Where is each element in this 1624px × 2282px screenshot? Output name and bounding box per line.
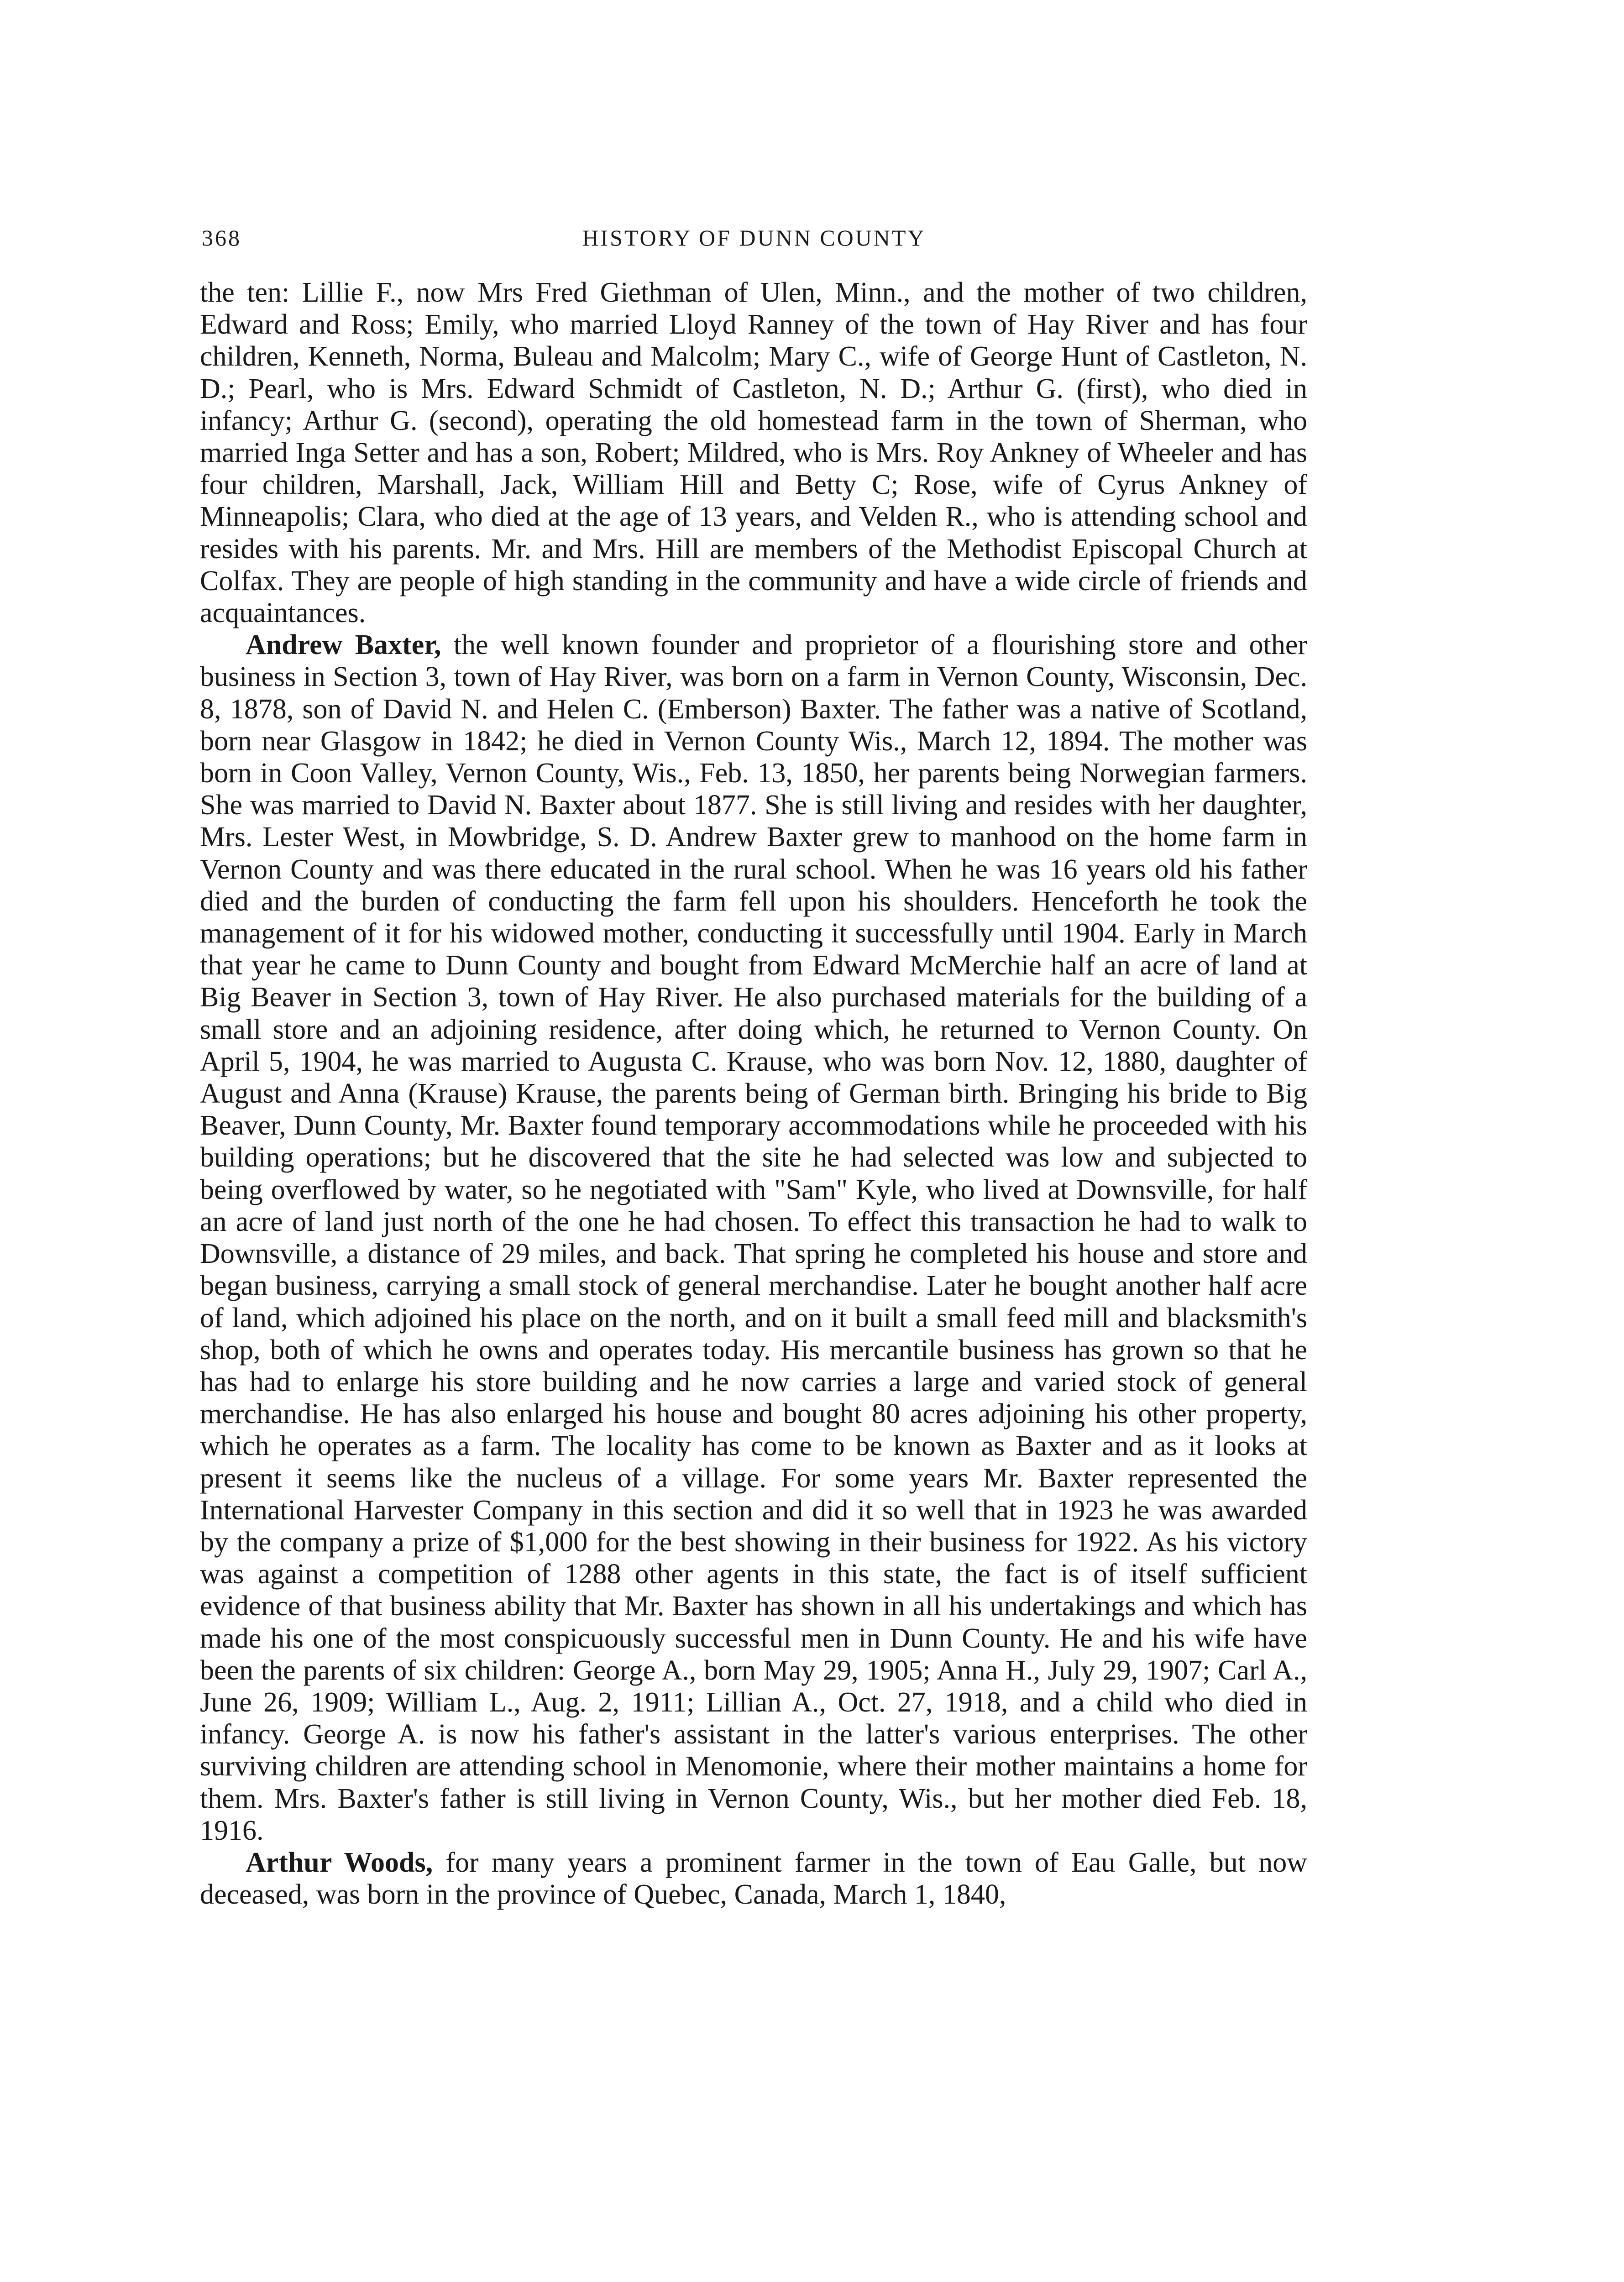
paragraph-text: the ten: Lillie F., now Mrs Fred Giethman of Ulen, Minn., and the mother of two children, Edward and Ross; Emily, who married Lloyd Ranney of the town of Hay River and has four children, Kenneth, Norma, Buleau and Malcolm; Mary C., wife of George Hunt of Castleton, N. D.; Pearl, who is Mrs. Edward Schmidt of Castleton, N. D.; Arthur G. (first), who died in infancy; Arthur G. (second), operating the old homestead farm in the town of Sherman, who married Inga Setter and has a son, Robert; Mildred, who is Mrs. Roy Ankney of Wheeler and has four children, Marshall, Jack, William Hill and Betty C; Rose, wife of Cyrus Ankney of Minneapolis; Clara, who died at the age of 13 years, and Velden R., who is attending school and resides with his parents. Mr. and Mrs. Hill are members of the Methodist Episcopal Church at Colfax. They are people of high standing in the community and have a wide circle of friends and acquaintances.	[200, 277, 1307, 629]
entry-name: Andrew Baxter,	[246, 629, 441, 661]
running-title: HISTORY OF DUNN COUNTY	[582, 225, 926, 251]
paragraph-andrew-baxter	[200, 629, 1307, 1847]
paragraph-arthur-woods	[200, 1847, 1307, 1910]
paragraph-text: for many years a prominent farmer in the town of Eau Galle, but now deceased, was born in the province of Quebec, Canada, March 1, 1840,	[200, 1847, 1307, 1910]
entry-name: Arthur Woods,	[246, 1847, 433, 1878]
page-number: 368	[202, 225, 241, 251]
paragraph-text: the well known founder and proprietor of a flourishing store and other business in Section 3, town of Hay River, was born on a farm in Vernon County, Wisconsin, Dec. 8, 1878, son of David N. and Helen C. (Emberson) Baxter. The father was a native of Scotland, born near Glasgow in 1842; he died in Vernon County Wis., March 12, 1894. The mother was born in Coon Valley, Vernon County, Wis., Feb. 13, 1850, her parents being Norwegian farmers. She was married to David N. Baxter about 1877. She is still living and resides with her daughter, Mrs. Lester West, in Mowbridge, S. D. Andrew Baxter grew to manhood on the home farm in Vernon County and was there educated in the rural school. When he was 16 years old his father died and the burden of conducting the farm fell upon his shoulders. Henceforth he took the management of it for his widowed mother, conducting it successfully until 1904. Early in March that year he came to Dunn County and bought from Edward McMerchie half an acre of land at Big Beaver in Section 3, town of Hay River. He also purchased materials for the building of a small store and an adjoining residence, after doing which, he returned to Vernon County. On April 5, 1904, he was married to Augusta C. Krause, who was born Nov. 12, 1880, daughter of August and Anna (Krause) Krause, the parents being of German birth. Bringing his bride to Big Beaver, Dunn County, Mr. Baxter found temporary accommodations while he proceeded with his building operations; but he discovered that the site he had selected was low and subjected to being overflowed by water, so he negotiated with "Sam" Kyle, who lived at Downsville, for half an acre of land just north of the one he had chosen. To effect this transaction he had to walk to Downsville, a distance of 29 miles, and back. That spring he completed his house and store and began business, carrying a small stock of general merchandise. Later he bought another half acre of land, which adjoined his place on the north, and on it built a small feed mill and blacksmith's shop, both of which he owns and operates today. His mercantile business has grown so that he has had to enlarge his store building and he now carries a large and varied stock of general merchandise. He has also enlarged his house and bought 80 acres adjoining his other property, which he operates as a farm. The locality has come to be known as Baxter and as it looks at present it seems like the nucleus of a village. For some years Mr. Baxter represented the International Harvester Company in this section and did it so well that in 1923 he was awarded by the company a prize of $1,000 for the best showing in their business for 1922. As his victory was against a competition of 1288 other agents in this state, the fact is of itself sufficient evidence of that business ability that Mr. Baxter has shown in all his undertakings and which has made his one of the most conspicuously successful men in Dunn County. He and his wife have been the parents of six children: George A., born May 29, 1905; Anna H., July 29, 1907; Carl A., June 26, 1909; William L., Aug. 2, 1911; Lillian A., Oct. 27, 1918, and a child who died in infancy. George A. is now his father's assistant in the latter's various enterprises. The other surviving children are attending school in Menomonie, where their mother maintains a home for them. Mrs. Baxter's father is still living in Vernon County, Wis., but her mother died Feb. 18, 1916.	[200, 629, 1307, 1846]
paragraph-hill-family-continued	[200, 277, 1307, 629]
running-head	[202, 225, 1306, 261]
body-text	[200, 277, 1307, 1910]
